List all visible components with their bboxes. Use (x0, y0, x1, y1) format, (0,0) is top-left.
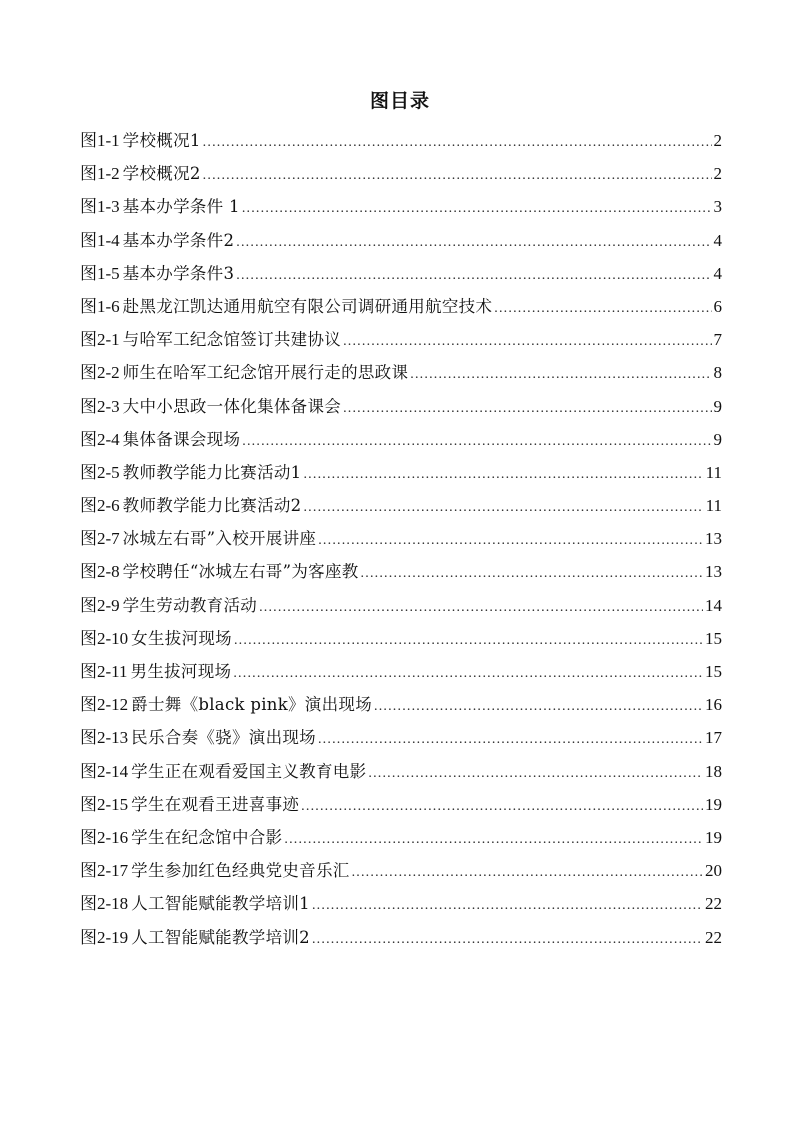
toc-entry[interactable] (80, 124, 722, 157)
entry-label: 图1-4 基本办学条件2 (80, 230, 235, 250)
entry-label: 图2-4 集体备课会现场 (80, 429, 241, 449)
page-number: 18 (705, 761, 722, 781)
dot-leader (234, 624, 703, 657)
toc-entry[interactable] (80, 688, 722, 721)
page-number: 19 (705, 794, 722, 814)
page-number: 16 (705, 695, 722, 715)
page-number: 9 (713, 429, 722, 449)
dot-leader (312, 923, 703, 956)
dot-leader (236, 259, 711, 292)
toc-entry[interactable] (80, 821, 722, 854)
entry-label: 图2-8 学校聘任“冰城左右哥”为客座教 (80, 562, 359, 582)
toc-entry[interactable] (80, 323, 722, 356)
entry-label: 图2-12 爵士舞《black pink》演出现场 (80, 695, 372, 715)
page-number: 3 (713, 197, 722, 217)
toc-entry[interactable] (80, 356, 722, 389)
toc-entry[interactable] (80, 589, 722, 622)
dot-leader (343, 392, 711, 425)
page-number: 11 (705, 496, 722, 516)
entry-label: 图2-17 学生参加红色经典党史音乐汇 (80, 861, 350, 881)
toc-entry[interactable] (80, 157, 722, 190)
entry-label: 图1-1 学校概况1 (80, 131, 201, 150)
dot-leader (242, 425, 711, 458)
entry-label: 图1-3 基本办学条件 1 (80, 197, 240, 217)
page-number: 2 (713, 164, 722, 184)
entry-label: 图2-19 人工智能赋能教学培训2 (80, 927, 310, 947)
dot-leader (236, 226, 711, 259)
dot-leader (303, 458, 703, 491)
dot-leader (352, 856, 703, 889)
page-number: 4 (713, 263, 722, 283)
dot-leader (203, 126, 712, 159)
dot-leader (259, 591, 703, 624)
toc-entry[interactable] (80, 290, 722, 323)
dot-leader (343, 325, 711, 358)
page-number: 17 (705, 728, 722, 748)
dot-leader (368, 757, 703, 790)
toc-entry[interactable] (80, 390, 722, 423)
dot-leader (410, 358, 711, 391)
toc-entry[interactable] (80, 224, 722, 257)
toc-entry[interactable] (80, 257, 722, 290)
page-number: 13 (705, 562, 722, 582)
dot-leader (203, 159, 712, 192)
dot-leader (233, 657, 703, 690)
toc-entry[interactable] (80, 887, 722, 920)
toc-entry[interactable] (80, 456, 722, 489)
toc-entry[interactable] (80, 489, 722, 522)
toc-entry[interactable] (80, 755, 722, 788)
dot-leader (494, 292, 711, 325)
dot-leader (242, 192, 712, 225)
entry-label: 图2-1 与哈军工纪念馆签订共建协议 (80, 330, 342, 350)
entry-label: 图2-2 师生在哈军工纪念馆开展行走的思政课 (80, 363, 409, 383)
toc-entry[interactable] (80, 423, 722, 456)
entry-label: 图2-5 教师教学能力比赛活动1 (80, 462, 302, 482)
page-number: 8 (713, 363, 722, 383)
toc-entry[interactable] (80, 190, 722, 223)
toc-entry[interactable] (80, 721, 722, 754)
entry-label: 图2-16 学生在纪念馆中合影 (80, 827, 283, 847)
dot-leader (374, 690, 703, 723)
dot-leader (312, 889, 703, 922)
page-number: 6 (713, 296, 722, 316)
page-number: 20 (705, 861, 722, 881)
page-number: 22 (705, 894, 722, 914)
toc-entry[interactable] (80, 655, 722, 688)
page-number: 2 (713, 131, 722, 150)
figure-list (80, 124, 722, 954)
dot-leader (303, 491, 703, 524)
entry-label: 图2-3 大中小思政一体化集体备课会 (80, 396, 342, 416)
entry-label: 图2-15 学生在观看王进喜事迹 (80, 794, 300, 814)
page-number: 19 (705, 827, 722, 847)
toc-entry[interactable] (80, 555, 722, 588)
page-number: 11 (705, 462, 722, 482)
toc-entry[interactable] (80, 522, 722, 555)
page-number: 14 (705, 595, 722, 615)
dot-leader (301, 790, 703, 823)
entry-label: 图1-5 基本办学条件3 (80, 263, 235, 283)
dot-leader (318, 524, 703, 557)
dot-leader (318, 723, 703, 756)
page-number: 7 (713, 330, 722, 350)
toc-entry[interactable] (80, 854, 722, 887)
page-number: 4 (713, 230, 722, 250)
entry-label: 图2-13 民乐合奏《骁》演出现场 (80, 728, 316, 748)
entry-label: 图2-11 男生拔河现场 (80, 662, 232, 681)
page-title: 图目录 (369, 90, 430, 112)
page-number: 15 (705, 628, 722, 648)
entry-label: 图1-6 赴黑龙江凯达通用航空有限公司调研通用航空技术 (80, 296, 493, 316)
entry-label: 图2-6 教师教学能力比赛活动2 (80, 496, 302, 516)
page-number: 13 (705, 529, 722, 549)
page-number: 9 (713, 396, 722, 416)
page-number: 22 (705, 927, 722, 947)
entry-label: 图2-10 女生拔河现场 (80, 628, 232, 648)
entry-label: 图2-18 人工智能赋能教学培训1 (80, 894, 310, 914)
page-number: 15 (705, 662, 722, 681)
entry-label: 图2-7 冰城左右哥”入校开展讲座 (80, 529, 317, 549)
toc-entry[interactable] (80, 921, 722, 954)
entry-label: 图1-2 学校概况2 (80, 164, 201, 184)
dot-leader (361, 557, 703, 590)
entry-label: 图2-9 学生劳动教育活动 (80, 595, 258, 615)
toc-entry[interactable] (80, 622, 722, 655)
toc-entry[interactable] (80, 788, 722, 821)
dot-leader (284, 823, 703, 856)
entry-label: 图2-14 学生正在观看爱国主义教育电影 (80, 761, 367, 781)
